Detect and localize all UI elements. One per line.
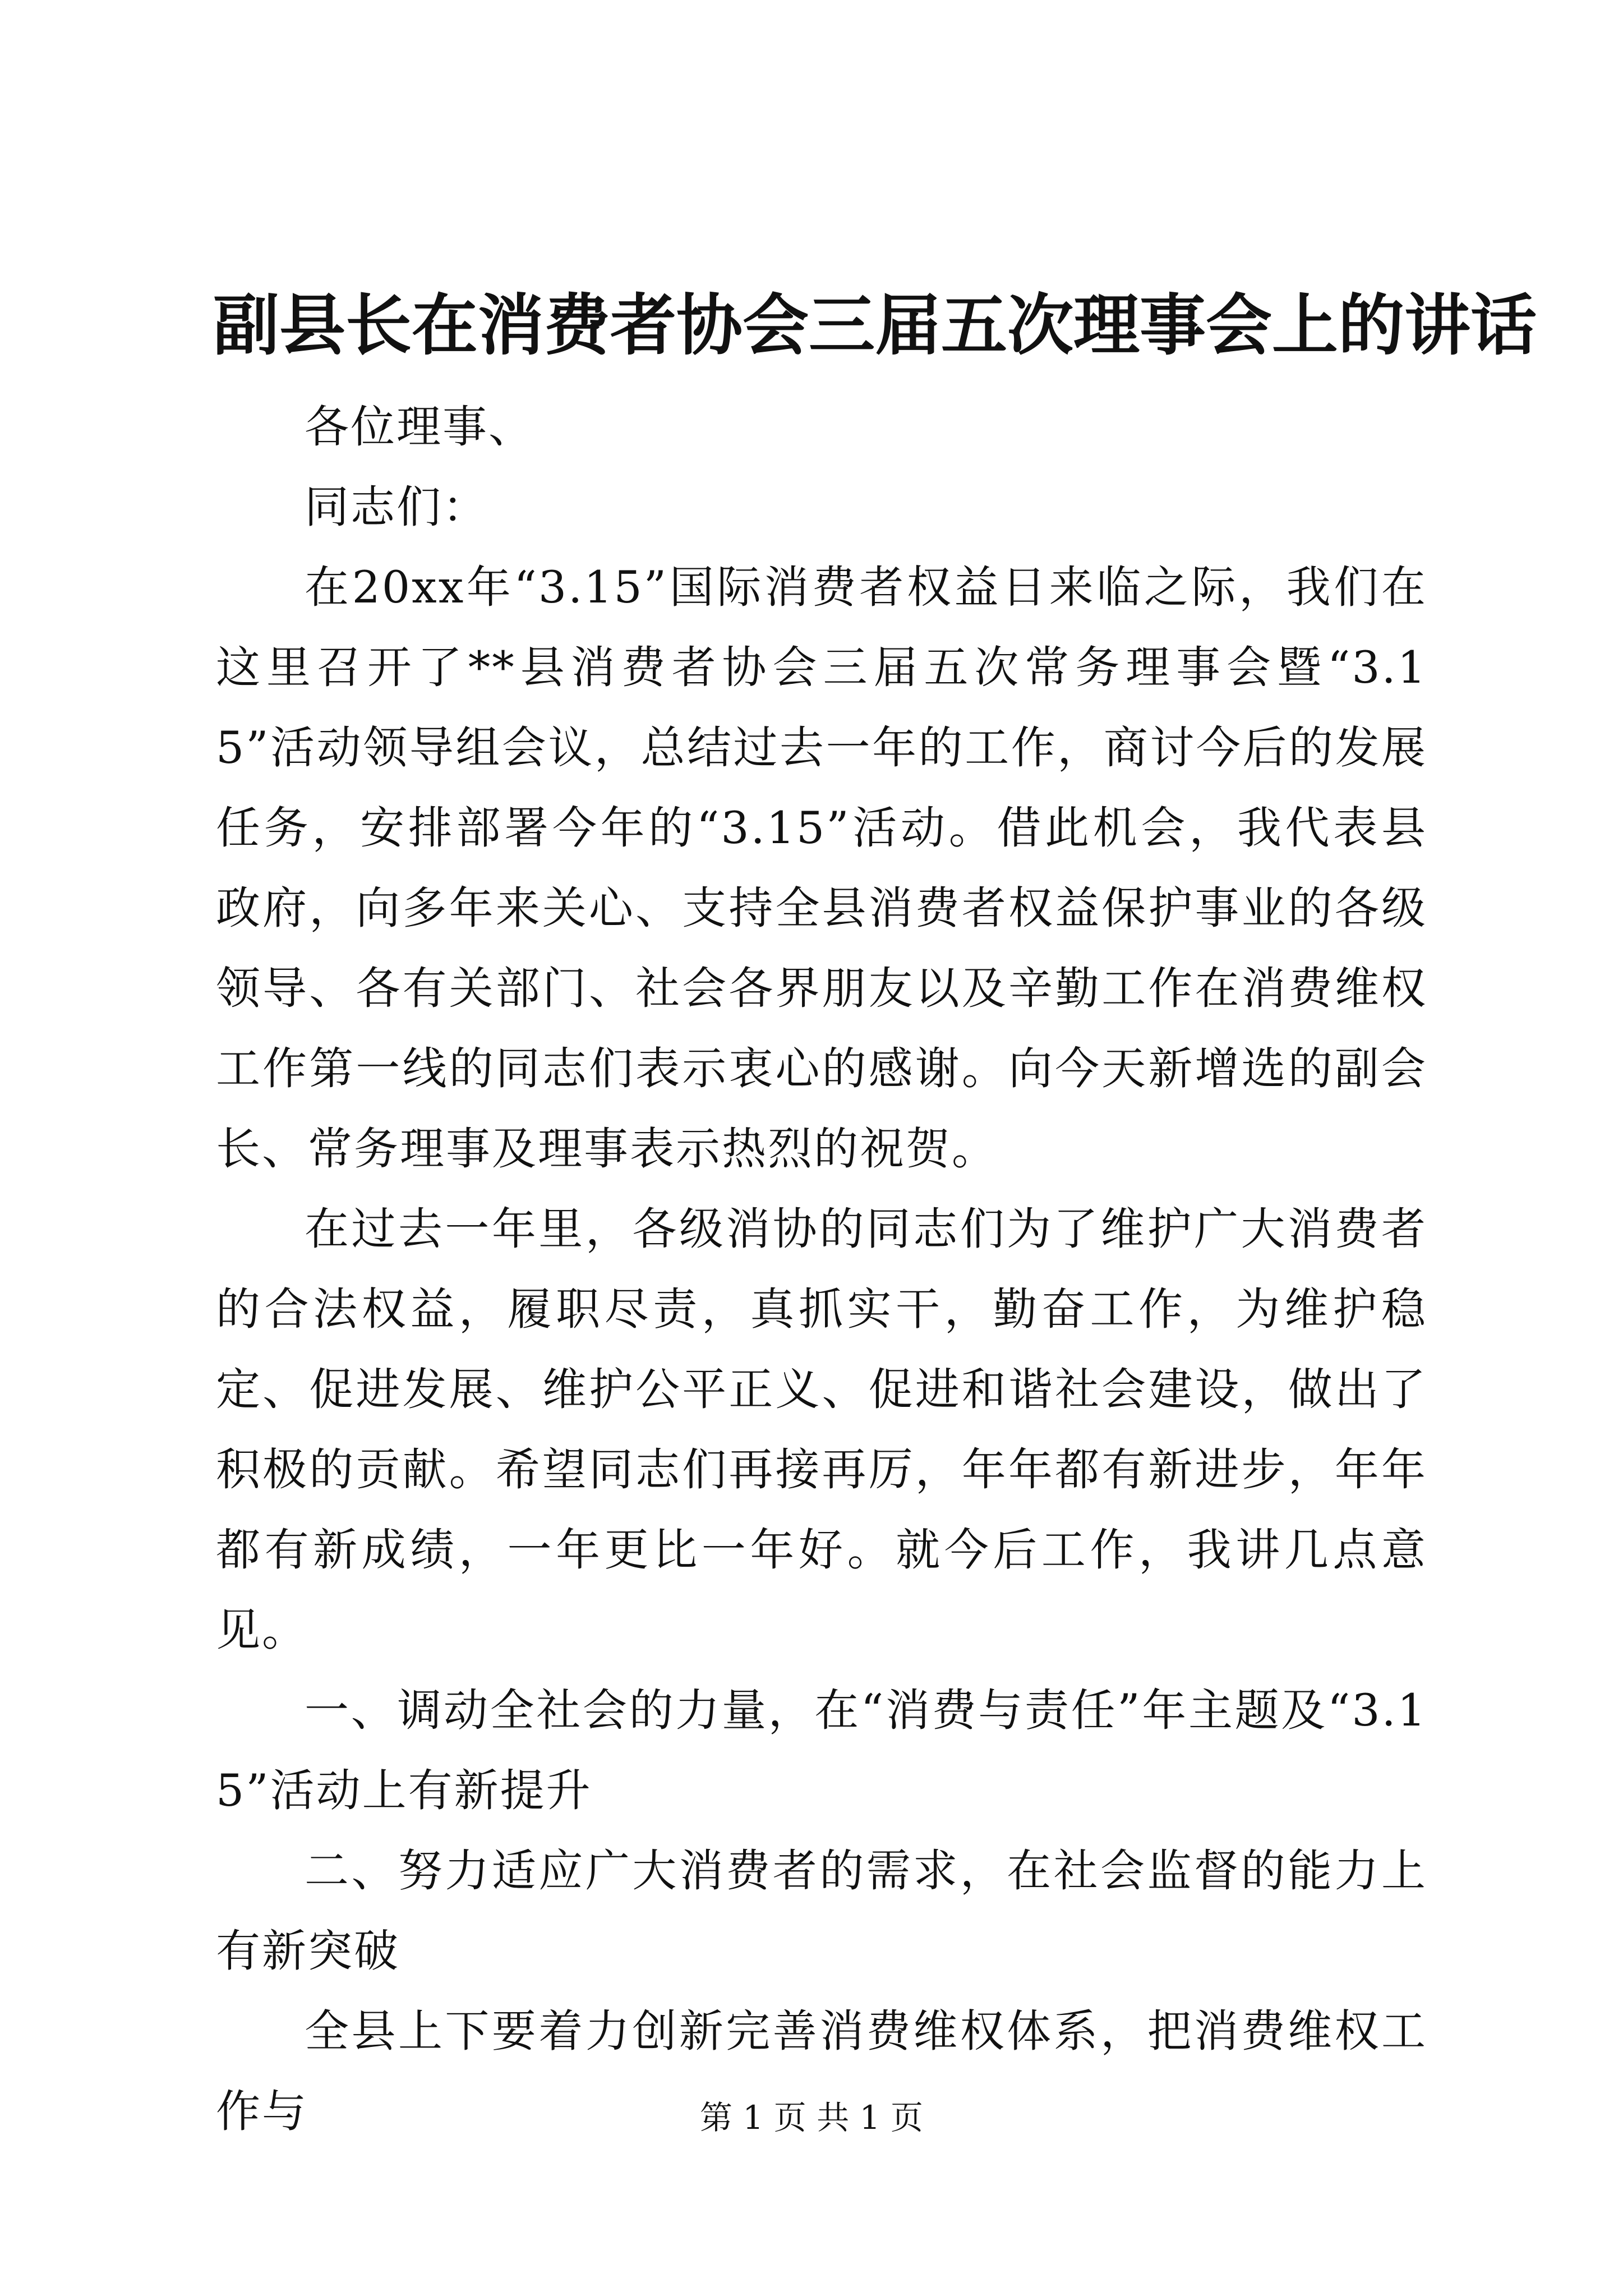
document-title: 副县长在消费者协会三届五次理事会上的讲话 [213,286,1537,364]
section-heading-1: 一、调动全社会的力量，在“消费与责任”年主题及“3.15”活动上有新提升 [216,1685,1427,1816]
paragraph-review: 在过去一年里，各级消协的同志们为了维护广大消费者的合法权益，履职尽责，真抓实干，勤奋工作，为维护稳定、促进发展、维护公平正义、促进和谐社会建设，做出了积极的贡献。希望同志们再接再厉，年年都有新进步，年年都有新成绩，一年更比一年好。就今后工作，我讲几点意见。 [216,1203,1427,1656]
paragraph-opening: 在20xx年“3.15”国际消费者权益日来临之际，我们在这里召开了**县消费者协会三届五次常务理事会暨“3.15”活动领导组会议，总结过去一年的工作，商讨今后的发展任务，安排部署今年的“3.15”活动。借此机会，我代表县政府，向多年来关心、支持全县消费者权益保护事业的各级领导、各有关部门、社会各界朋友以及辛勤工作在消费维权工作第一线的同志们表示衷心的感谢。向今天新增选的副会长、常务理事及理事表示热烈的祝贺。 [216,562,1427,1175]
page-footer: 第 1 页 共 1 页 [700,2099,923,2137]
salutation-line-2: 同志们： [305,481,488,533]
section-heading-2: 二、努力适应广大消费者的需求，在社会监督的能力上有新突破 [216,1845,1427,1977]
document-body [216,387,1427,2152]
paragraph-continuation: 全县上下要着力创新完善消费维权体系，把消费维权工作与 [216,2005,1427,2137]
salutation-line-1: 各位理事、 [305,401,534,453]
